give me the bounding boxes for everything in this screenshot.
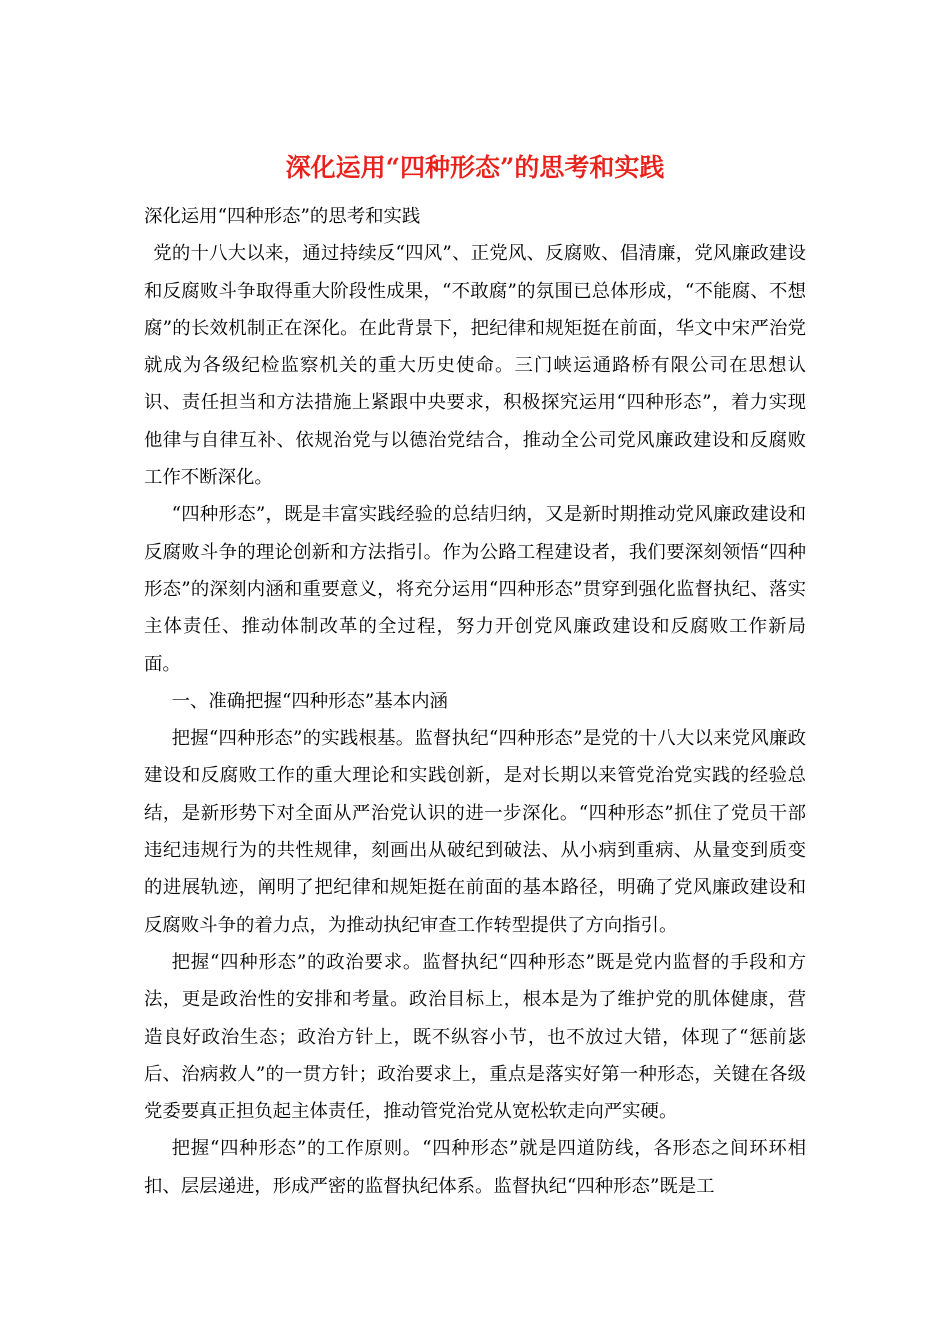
document-subtitle: 深化运用“四种形态”的思考和实践 — [144, 206, 421, 227]
section-heading-1: 一、准确把握“四种形态”基本内涵 — [171, 690, 448, 712]
document-body — [144, 198, 806, 1205]
paragraph-intro: 党的十八大以来，通过持续反“四风”、正党风、反腐败、倡清廉，党风廉政建设和反腐败斗争取得重大阶段性成果，“不敢腐”的氛围已总体形成，“不能腐、不想腐”的长效机制正在深化。在此背景下，把纪律和规矩挺在前面，华文中宋严治党就成为各级纪检监察机关的重大历史使命。三门峡运通路桥有限公司在思想认识、责任担当和方法措施上紧跟中央要求，积极探究运用“四种形态”，着力实现他律与自律互补、依规治党与以德治党结合，推动全公司党风廉政建设和反腐败工作不断深化。 — [144, 243, 806, 489]
paragraph-practice-basis: 把握“四种形态”的实践根基。监督执纪“四种形态”是党的十八大以来党风廉政建设和反腐败工作的重大理论和实践创新，是对长期以来管党治党实践的经验总结，是新形势下对全面从严治党认识的进一步深化。“四种形态”抓住了党员干部违纪违规行为的共性规律，刻画出从破纪到破法、从小病到重病、从量变到质变的进展轨迹，阐明了把纪律和规矩挺在前面的基本路径，明确了党风廉政建设和反腐败斗争的着力点，为推动执纪审查工作转型提供了方向指引。 — [144, 728, 806, 936]
paragraph-four-forms-overview: “四种形态”，既是丰富实践经验的总结归纳，又是新时期推动党风廉政建设和反腐败斗争的理论创新和方法指引。作为公路工程建设者，我们要深刻领悟“四种形态”的深刻内涵和重要意义，将充分运用“四种形态”贯穿到强化监督执纪、落实主体责任、推动体制改革的全过程，努力开创党风廉政建设和反腐败工作新局面。 — [144, 504, 806, 675]
paragraph-work-principles: 把握“四种形态”的工作原则。“四种形态”就是四道防线，各形态之间环环相扣、层层递进，形成严密的监督执纪体系。监督执纪“四种形态”既是工 — [144, 1138, 806, 1197]
document-title: 深化运用“四种形态”的思考和实践 — [285, 153, 665, 182]
paragraph-political-requirements: 把握“四种形态”的政治要求。监督执纪“四种形态”既是党内监督的手段和方法，更是政治性的安排和考量。政治目标上，根本是为了维护党的肌体健康，营造良好政治生态；政治方针上，既不纵容小节，也不放过大错，体现了“惩前毖后、治病救人”的一贯方针；政治要求上，重点是落实好第一种形态，关键在各级党委要真正担负起主体责任，推动管党治党从宽松软走向严实硬。 — [144, 951, 806, 1123]
